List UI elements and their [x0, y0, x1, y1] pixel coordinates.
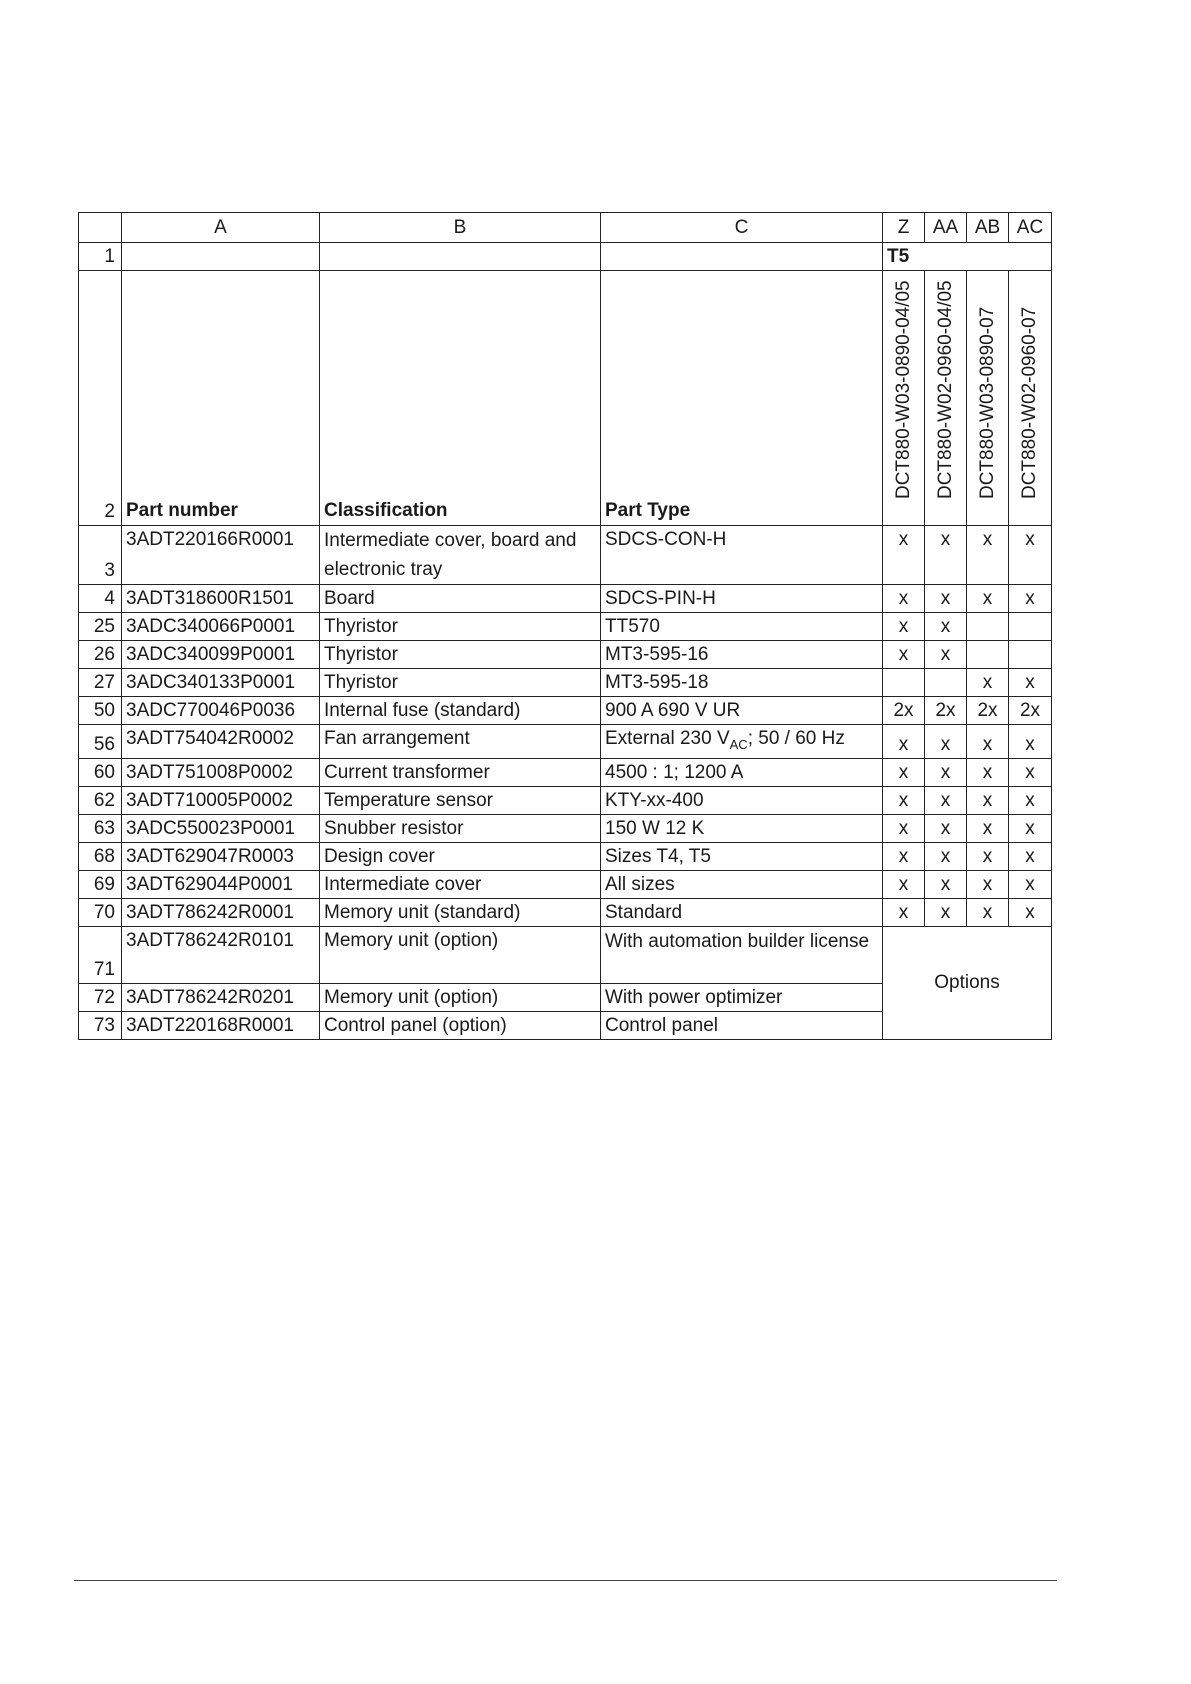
ab-mark — [967, 613, 1009, 641]
z-mark: x — [883, 526, 925, 585]
aa-mark: x — [925, 842, 967, 870]
ac-mark: x — [1009, 725, 1052, 759]
z-mark: x — [883, 842, 925, 870]
ac-mark: x — [1009, 669, 1052, 697]
model-label: DCT880-W03-0890-07 — [976, 306, 998, 499]
classification: Snubber resistor — [320, 814, 601, 842]
ac-mark: x — [1009, 898, 1052, 926]
options-cell: Options — [883, 926, 1052, 1039]
part-type: With automation builder license — [601, 926, 883, 983]
row-number: 68 — [79, 842, 122, 870]
part-type: KTY-xx-400 — [601, 786, 883, 814]
row-number: 2 — [79, 271, 122, 526]
table-row — [79, 585, 1052, 613]
part-type: With power optimizer — [601, 983, 883, 1011]
classification: Board — [320, 585, 601, 613]
ab-mark: x — [967, 725, 1009, 759]
ac-mark — [1009, 613, 1052, 641]
col-header-b: B — [320, 213, 601, 243]
part-type: Sizes T4, T5 — [601, 842, 883, 870]
classification: Fan arrangement — [320, 725, 601, 759]
part-type: TT570 — [601, 613, 883, 641]
row-number: 63 — [79, 814, 122, 842]
ab-mark: x — [967, 786, 1009, 814]
ab-mark: 2x — [967, 697, 1009, 725]
table-row — [79, 898, 1052, 926]
z-mark: x — [883, 898, 925, 926]
z-mark: x — [883, 786, 925, 814]
col-header-ac: AC — [1009, 213, 1052, 243]
model-heading — [925, 271, 967, 526]
z-mark: x — [883, 758, 925, 786]
table-row — [79, 669, 1052, 697]
row-number: 56 — [79, 725, 122, 759]
row-number: 69 — [79, 870, 122, 898]
part-type: Standard — [601, 898, 883, 926]
part-type: 900 A 690 V UR — [601, 697, 883, 725]
part-number: 3ADT786242R0101 — [122, 926, 320, 983]
table-row — [79, 814, 1052, 842]
ab-mark: x — [967, 898, 1009, 926]
ac-mark: x — [1009, 842, 1052, 870]
classification: Internal fuse (standard) — [320, 697, 601, 725]
row-number: 72 — [79, 983, 122, 1011]
part-type: MT3-595-16 — [601, 641, 883, 669]
row-number: 25 — [79, 613, 122, 641]
table-row — [79, 641, 1052, 669]
classification: Current transformer — [320, 758, 601, 786]
classification-heading: Classification — [320, 271, 601, 526]
aa-mark: x — [925, 786, 967, 814]
table-row — [79, 526, 1052, 585]
subscript: AC — [729, 736, 748, 752]
table-row — [79, 842, 1052, 870]
classification: Control panel (option) — [320, 1011, 601, 1039]
ac-mark: x — [1009, 786, 1052, 814]
ab-mark — [967, 641, 1009, 669]
row-number: 60 — [79, 758, 122, 786]
model-label: DCT880-W02-0960-04/05 — [934, 280, 956, 499]
table-row — [79, 697, 1052, 725]
table-row — [79, 243, 1052, 271]
classification: Thyristor — [320, 641, 601, 669]
col-header-aa: AA — [925, 213, 967, 243]
part-number: 3ADT220166R0001 — [122, 526, 320, 585]
classification: Intermediate cover — [320, 870, 601, 898]
part-number: 3ADT629047R0003 — [122, 842, 320, 870]
row-number: 70 — [79, 898, 122, 926]
table-row — [79, 725, 1052, 759]
table-row — [79, 786, 1052, 814]
model-label: DCT880-W03-0890-04/05 — [892, 280, 914, 499]
parts-table — [78, 212, 1052, 1040]
part-type: SDCS-CON-H — [601, 526, 883, 585]
part-number: 3ADC770046P0036 — [122, 697, 320, 725]
table-row — [79, 758, 1052, 786]
part-number: 3ADT220168R0001 — [122, 1011, 320, 1039]
corner-cell — [79, 213, 122, 243]
row-number: 62 — [79, 786, 122, 814]
classification: Temperature sensor — [320, 786, 601, 814]
part-number: 3ADT629044P0001 — [122, 870, 320, 898]
ac-mark: x — [1009, 526, 1052, 585]
aa-mark: x — [925, 725, 967, 759]
ab-mark: x — [967, 526, 1009, 585]
aa-mark: x — [925, 526, 967, 585]
cell — [601, 243, 883, 271]
aa-mark: 2x — [925, 697, 967, 725]
part-number: 3ADT754042R0002 — [122, 725, 320, 759]
row-number: 3 — [79, 526, 122, 585]
ab-mark: x — [967, 669, 1009, 697]
ac-mark: x — [1009, 585, 1052, 613]
part-type: Control panel — [601, 1011, 883, 1039]
aa-mark: x — [925, 870, 967, 898]
z-mark — [883, 669, 925, 697]
table-row — [79, 870, 1052, 898]
aa-mark: x — [925, 641, 967, 669]
column-header-row — [79, 213, 1052, 243]
part-type: 150 W 12 K — [601, 814, 883, 842]
part-number: 3ADT318600R1501 — [122, 585, 320, 613]
model-heading — [1009, 271, 1052, 526]
part-type: All sizes — [601, 870, 883, 898]
row-number: 27 — [79, 669, 122, 697]
part-number: 3ADC340133P0001 — [122, 669, 320, 697]
z-mark: x — [883, 870, 925, 898]
row-number: 73 — [79, 1011, 122, 1039]
ab-mark: x — [967, 842, 1009, 870]
classification: Memory unit (option) — [320, 926, 601, 983]
aa-mark: x — [925, 585, 967, 613]
part-type-text: External 230 V — [605, 728, 730, 749]
ac-mark: x — [1009, 758, 1052, 786]
part-number: 3ADC340066P0001 — [122, 613, 320, 641]
col-header-ab: AB — [967, 213, 1009, 243]
z-mark: x — [883, 814, 925, 842]
part-type-text: ; 50 / 60 Hz — [747, 728, 845, 749]
size-group-label: T5 — [883, 243, 1052, 271]
z-mark: x — [883, 725, 925, 759]
ac-mark: x — [1009, 870, 1052, 898]
part-type: MT3-595-18 — [601, 669, 883, 697]
part-number-heading: Part number — [122, 271, 320, 526]
part-number: 3ADC340099P0001 — [122, 641, 320, 669]
classification: Memory unit (standard) — [320, 898, 601, 926]
model-heading — [967, 271, 1009, 526]
col-header-c: C — [601, 213, 883, 243]
classification: Thyristor — [320, 613, 601, 641]
row-number: 50 — [79, 697, 122, 725]
cell — [122, 243, 320, 271]
z-mark: x — [883, 613, 925, 641]
part-number: 3ADT786242R0201 — [122, 983, 320, 1011]
ac-mark: 2x — [1009, 697, 1052, 725]
row-number: 1 — [79, 243, 122, 271]
z-mark: x — [883, 641, 925, 669]
part-number: 3ADT710005P0002 — [122, 786, 320, 814]
ac-mark: x — [1009, 814, 1052, 842]
classification: Design cover — [320, 842, 601, 870]
row-number: 71 — [79, 926, 122, 983]
col-header-z: Z — [883, 213, 925, 243]
table-row — [79, 613, 1052, 641]
part-number: 3ADC550023P0001 — [122, 814, 320, 842]
ab-mark: x — [967, 870, 1009, 898]
col-header-a: A — [122, 213, 320, 243]
ac-mark — [1009, 641, 1052, 669]
table-header-row — [79, 271, 1052, 526]
part-type: SDCS-PIN-H — [601, 585, 883, 613]
model-heading — [883, 271, 925, 526]
row-number: 26 — [79, 641, 122, 669]
classification: Intermediate cover, board and electronic tray — [320, 526, 601, 585]
cell — [320, 243, 601, 271]
part-number: 3ADT751008P0002 — [122, 758, 320, 786]
aa-mark: x — [925, 758, 967, 786]
z-mark: x — [883, 585, 925, 613]
part-type — [601, 725, 883, 759]
aa-mark: x — [925, 898, 967, 926]
model-label: DCT880-W02-0960-07 — [1019, 306, 1040, 499]
footer-divider — [74, 1580, 1057, 1581]
aa-mark: x — [925, 613, 967, 641]
aa-mark — [925, 669, 967, 697]
ab-mark: x — [967, 758, 1009, 786]
ab-mark: x — [967, 814, 1009, 842]
classification: Memory unit (option) — [320, 983, 601, 1011]
row-number: 4 — [79, 585, 122, 613]
part-number: 3ADT786242R0001 — [122, 898, 320, 926]
aa-mark: x — [925, 814, 967, 842]
part-type: 4500 : 1; 1200 A — [601, 758, 883, 786]
ab-mark: x — [967, 585, 1009, 613]
classification: Thyristor — [320, 669, 601, 697]
table-row — [79, 926, 1052, 983]
z-mark: 2x — [883, 697, 925, 725]
part-type-heading: Part Type — [601, 271, 883, 526]
